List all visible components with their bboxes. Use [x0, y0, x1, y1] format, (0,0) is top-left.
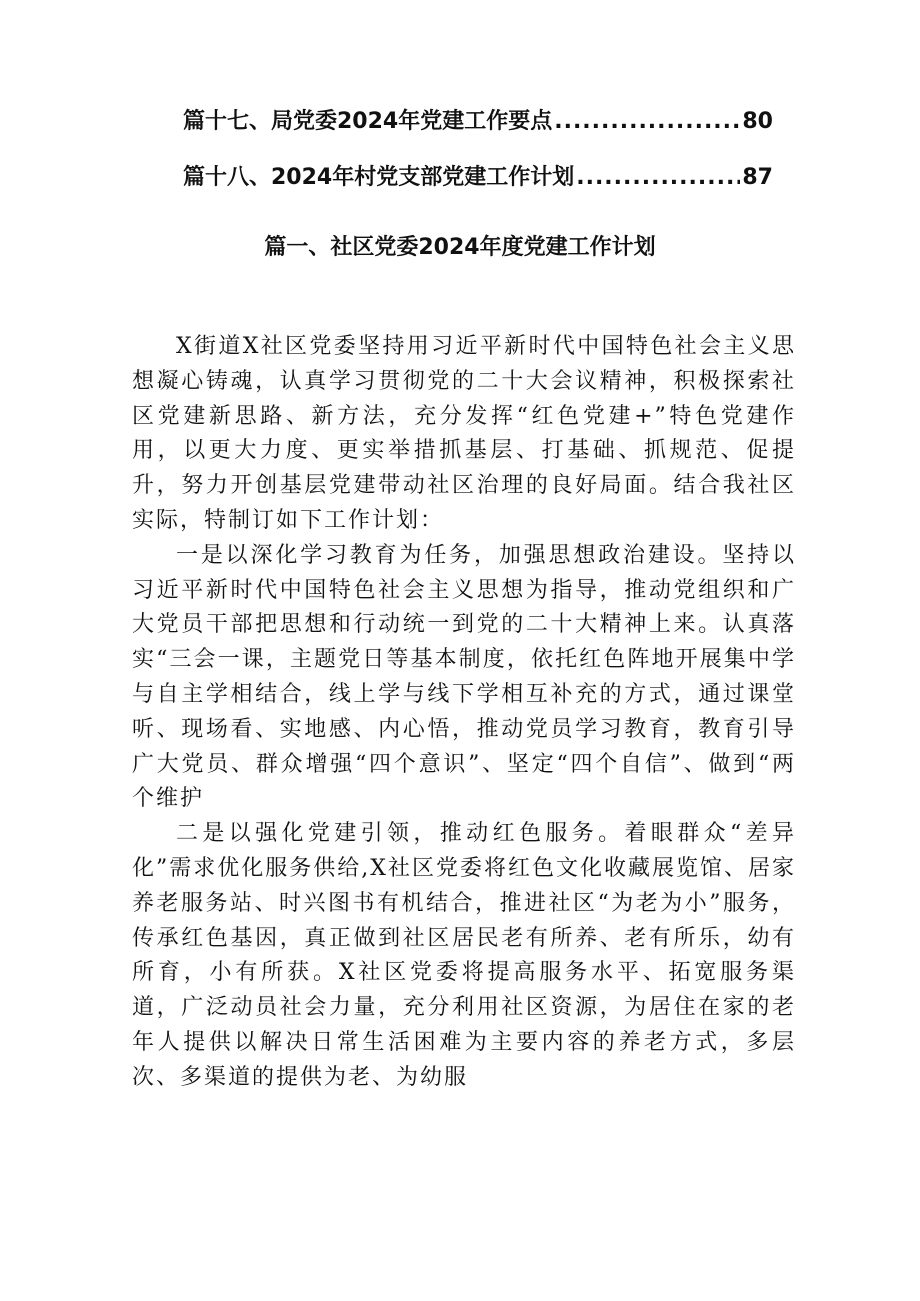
- toc-entry-title: 篇十七、局党委2024年党建工作要点: [183, 109, 553, 134]
- toc-leader-dots: [554, 109, 740, 134]
- paragraph-intro: X街道X社区党委坚持用习近平新时代中国特色社会主义思想凝心铸魂，认真学习贯彻党的二十大会议精神，积极探索社区党建新思路、新方法，充分发挥“红色党建+”特色党建作用，以更大力度、更实举措抓基层、打基础、抓规范、促提升，努力开创基层党建带动社区治理的良好局面。结合我社区实际，特制订如下工作计划：: [132, 334, 796, 533]
- toc-entry-title: 篇十八、2024年村党支部党建工作计划: [183, 165, 575, 190]
- toc-entry-page: 87: [742, 165, 773, 190]
- toc-leader-dots: [576, 165, 740, 190]
- body-text: [132, 330, 796, 1096]
- toc-entry[interactable]: [183, 160, 773, 216]
- paragraph-point-one: 一是以深化学习教育为任务，加强思想政治建设。坚持以习近平新时代中国特色社会主义思想为指导，推动党组织和广大党员干部把思想和行动统一到党的二十大精神上来。认真落实“三会一课，主题党日等基本制度，依托红色阵地开展集中学与自主学相结合，线上学与线下学相互补充的方式，通过课堂听、现场看、实地感、内心悟，推动党员学习教育，教育引导广大党员、群众增强“四个意识”、坚定“四个自信”、做到“两个维护: [132, 542, 796, 812]
- section-title: 篇一、社区党委2024年度党建工作计划: [264, 235, 656, 260]
- toc-entry-page: 80: [742, 109, 773, 134]
- table-of-contents: [183, 104, 773, 216]
- toc-entry[interactable]: [183, 104, 773, 160]
- paragraph-point-two: 二是以强化党建引领，推动红色服务。着眼群众“差异化”需求优化服务供给,X社区党委将红色文化收藏展览馆、居家养老服务站、时兴图书有机结合，推进社区“为老为小”服务，传承红色基因，真正做到社区居民老有所养、老有所乐，幼有所育，小有所获。X社区党委将提高服务水平、拓宽服务渠道，广泛动员社会力量，充分利用社区资源，为居住在家的老年人提供以解决日常生活困难为主要内容的养老方式，多层次、多渠道的提供为老、为幼服: [132, 821, 796, 1090]
